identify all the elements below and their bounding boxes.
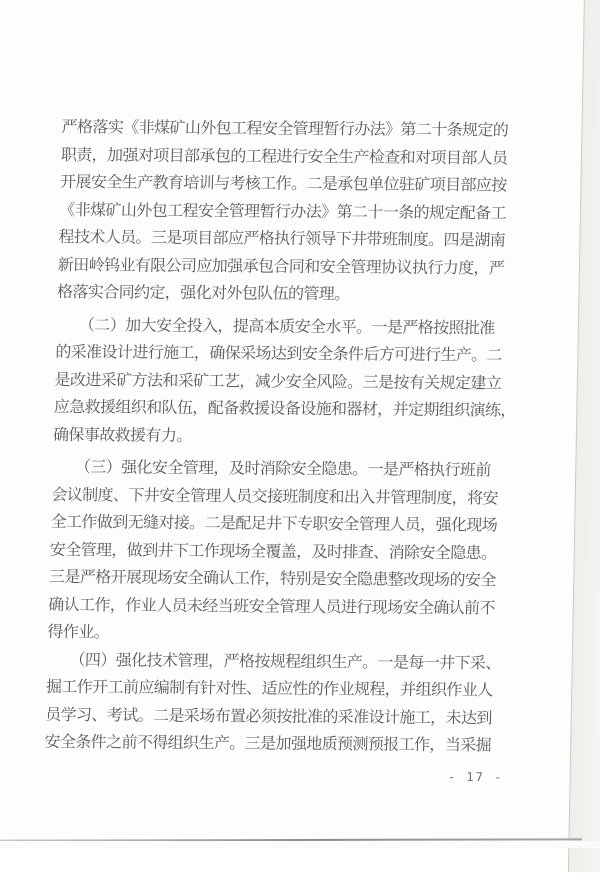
text-line: 新田岭钨业有限公司应加强承包合同和安全管理协议执行力度，严 (57, 256, 505, 277)
text-line: 应急救援组织和队伍，配备救援设备设施和器材，并定期组织演练， (53, 398, 517, 420)
text-line: 安全管理，做到井下工作现场全覆盖，及时排查、消除安全隐患。 (49, 541, 497, 562)
text-line: 得作业。 (47, 623, 110, 642)
text-line: 全工作做到无缝对接。二是配足井下专职安全管理人员，强化现场 (50, 513, 498, 535)
paragraph-start-line: （二）加大安全投入，提高本质安全水平。一是严格按照批准 (55, 316, 495, 337)
text-line: 会议制度、下井安全管理人员交接班制度和出入井管理制度，将安 (51, 486, 499, 507)
paragraph-start-line: （三）强化安全管理，及时消除安全隐患。一是严格执行班前 (51, 458, 491, 480)
text-line: 职责，加强对项目部承包的工程进行安全生产检查和对项目部人员 (60, 146, 508, 167)
text-line: 确保事故救援有力。 (52, 426, 192, 445)
paper-right-edge (568, 0, 600, 873)
text-line: 是改进采矿方法和采矿工艺，减少安全风险。三是按有关规定建立 (54, 371, 502, 392)
page-number: - 17 - (447, 769, 504, 785)
text-line: 掘工作开工前应编制有针对性、适应性的作业规程，并组织作业人 (45, 678, 493, 700)
scan-outside-bottom (0, 841, 600, 848)
paragraph-start-line: （四）强化技术管理，严格按规程组织生产。一是每一井下采、 (46, 651, 501, 672)
text-line: 程技术人员。三是项目部应严格执行领导下井带班制度。四是湖南 (58, 228, 506, 250)
text-line: 员学习、考试。二是采场布置必须按批准的采准设计施工，未达到 (44, 706, 493, 727)
text-line: 《非煤矿山外包工程安全管理暂行办法》第二十一条的规定配备工 (59, 201, 507, 222)
text-line: 的采准设计进行施工，确保采场达到安全条件后方可进行生产。二 (55, 343, 503, 365)
text-line: 安全条件之前不得组织生产。三是加强地质预测预报工作，当采掘 (44, 733, 492, 755)
text-line: 三是严格开展现场安全确认工作，特别是安全隐患整改现场的安全 (48, 568, 496, 590)
text-line: 确认工作，作业人员未经当班安全管理人员进行现场安全确认前不 (48, 596, 496, 617)
text-line: 开展安全生产教育培训与考核工作。二是承包单位驻矿项目部应按 (59, 173, 507, 195)
text-line: 严格落实《非煤矿山外包工程安全管理暂行办法》第二十条规定的 (61, 118, 509, 140)
text-line: 格落实合同约定，强化对外包队伍的管理。 (56, 283, 350, 304)
document-body (44, 114, 524, 760)
